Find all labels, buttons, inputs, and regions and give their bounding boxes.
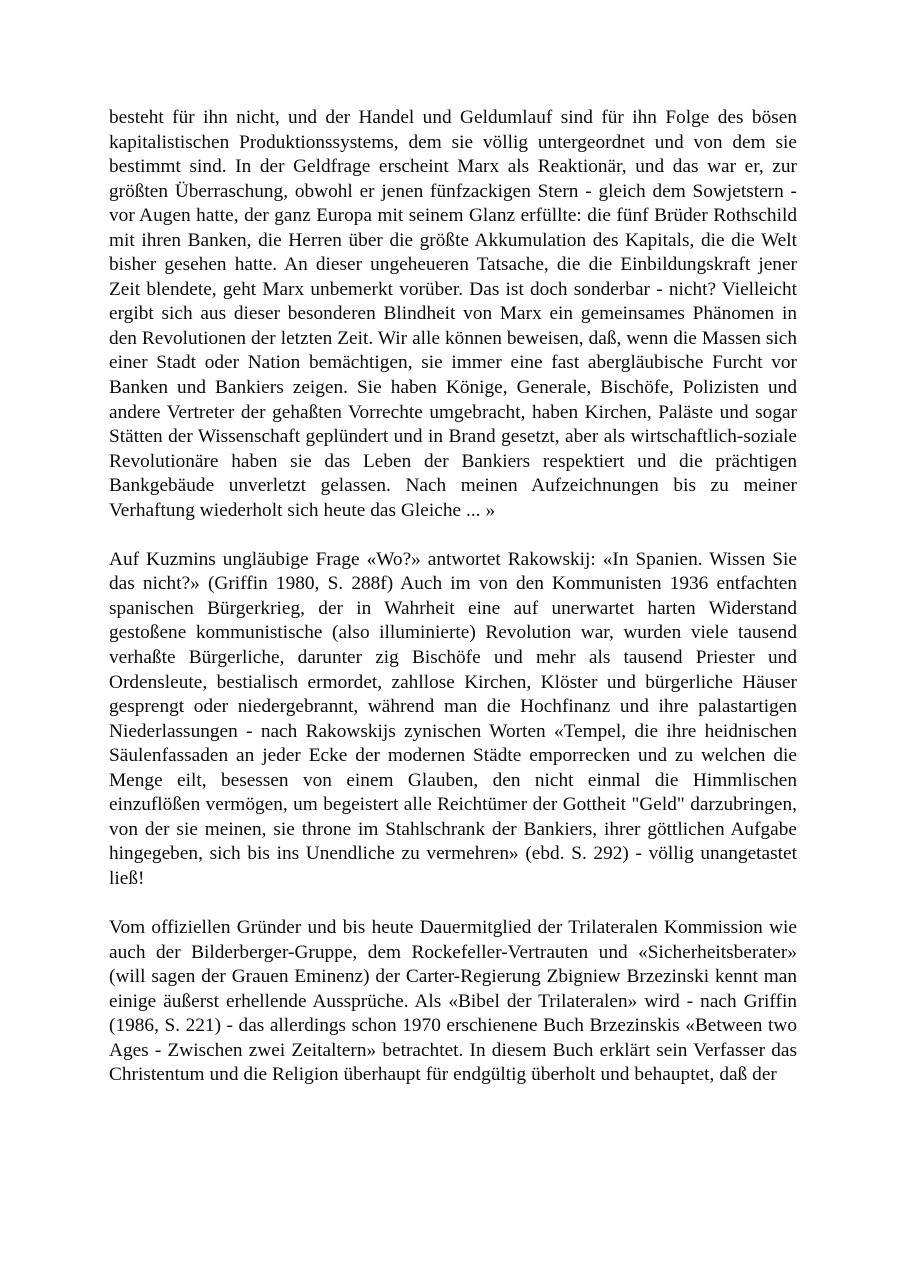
body-text-column xyxy=(109,106,797,1088)
paragraph-3: Vom offiziellen Gründer und bis heute Dauermitglied der Trilateralen Kommission wie auch der Bilderberger-Gruppe, dem Rockefeller-Vertrauten und «Sicherheitsberater» (will sagen der Grauen Eminenz) der Carter-Regierung Zbigniew Brzezinski kennt man einige äußerst erhellende Aussprüche. Als «Bibel der Trilateralen» wird - nach Griffin (1986, S. 221) - das allerdings schon 1970 erschienene Buch Brzezinskis «Between two Ages - Zwischen zwei Zeitaltern» betrachtet. In diesem Buch erklärt sein Verfasser das Christentum und die Religion überhaupt für endgültig überholt und behauptet, daß der xyxy=(109,916,797,1086)
paragraph-1: besteht für ihn nicht, und der Handel und Geldumlauf sind für ihn Folge des bösen kapitalistischen Produktionssystems, dem sie völlig untergeordnet und von dem sie bestimmt sind. In der Geldfrage erscheint Marx als Reaktionär, und das war er, zur größten Überraschung, obwohl er jenen fünfzackigen Stern - gleich dem Sowjetstern - vor Augen hatte, der ganz Europa mit seinem Glanz erfüllte: die fünf Brüder Rothschild mit ihren Banken, die Herren über die größte Akkumulation des Kapitals, die die Welt bisher gesehen hatte. An dieser ungeheueren Tatsache, die die Einbildungskraft jener Zeit blendete, geht Marx unbemerkt vorüber. Das ist doch sonderbar - nicht? Vielleicht ergibt sich aus dieser besonderen Blindheit von Marx ein gemeinsames Phänomen in den Revolutionen der letzten Zeit. Wir alle können beweisen, daß, wenn die Massen sich einer Stadt oder Nation bemächtigen, sie immer eine fast abergläubische Furcht vor Banken und Bankiers zeigen. Sie haben Könige, Generale, Bischöfe, Polizisten und andere Vertreter der gehaßten Vorrechte umgebracht, haben Kirchen, Paläste und sogar Stätten der Wissenschaft geplündert und in Brand gesetzt, aber als wirtschaftlich-soziale Revolutionäre haben sie das Leben der Bankiers respektiert und die prächtigen Bankgebäude unverletzt gelassen. Nach meinen Aufzeichnungen bis zu meiner Verhaftung wiederholt sich heute das Gleiche ... » xyxy=(109,107,797,521)
paragraph-2: Auf Kuzmins ungläubige Frage «Wo?» antwortet Rakowskij: «In Spanien. Wissen Sie das nicht?» (Griffin 1980, S. 288f) Auch im von den Kommunisten 1936 entfachten spanischen Bürgerkrieg, der in Wahrheit eine auf unerwartet harten Widerstand gestoßene kommunistische (also illuminierte) Revolution war, wurden viele tausend verhaßte Bürgerliche, darunter zig Bischöfe und mehr als tausend Priester und Ordensleute, bestialisch ermordet, zahllose Kirchen, Klöster und bürgerliche Häuser gesprengt oder niedergebrannt, während man die Hochfinanz und ihre palastartigen Niederlassungen - nach Rakowskijs zynischen Worten «Tempel, die ihre heidnischen Säulenfassaden an jeder Ecke der modernen Städte emporrecken und zu welchen die Menge eilt, besessen von einem Glauben, den nicht einmal die Himmlischen einzuflößen vermögen, um begeistert alle Reichtümer der Gottheit "Geld" darzubringen, von der sie meinen, sie throne im Stahlschrank der Bankiers, ihrer göttlichen Aufgabe hingegeben, sich bis ins Unendliche zu vermehren» (ebd. S. 292) - völlig unangetastet ließ! xyxy=(109,548,797,889)
